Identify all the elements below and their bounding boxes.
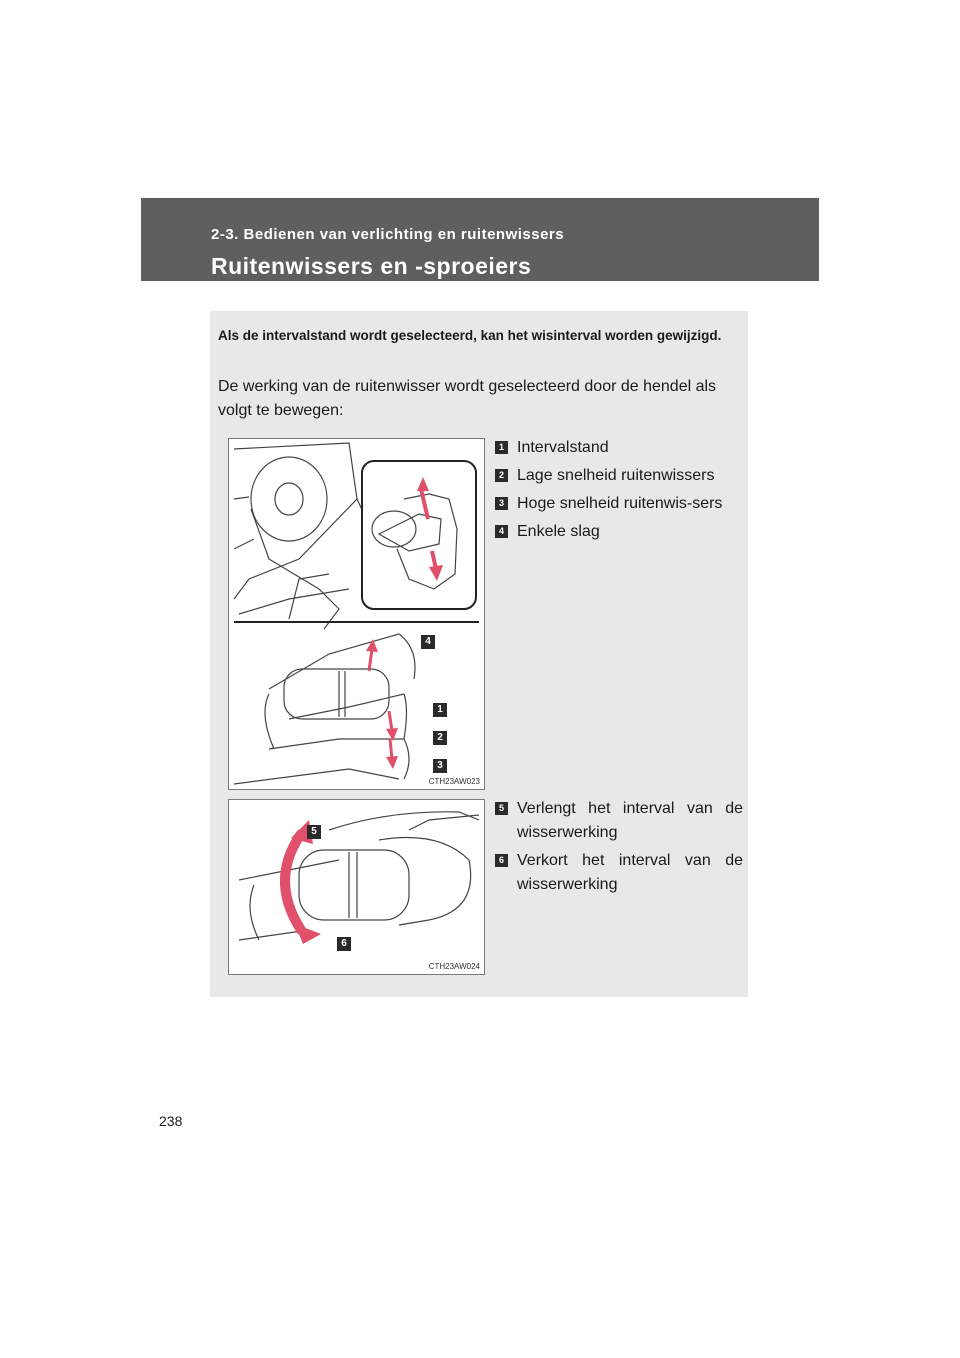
interval-ring-illustration bbox=[229, 800, 484, 974]
callout-3: 3 bbox=[433, 759, 447, 773]
intro-bold-text: Als de intervalstand wordt geselecteerd, kan het wisinterval worden gewijzigd. bbox=[218, 328, 722, 343]
legend-item bbox=[493, 797, 743, 845]
intro-text: De werking van de ruitenwisser wordt geselecteerd door de hendel als volgt te bewegen: bbox=[218, 378, 717, 419]
legend-item bbox=[493, 464, 743, 488]
legend-text: Verlengt het interval van de wisserwerking bbox=[517, 800, 743, 841]
section-label: 2-3. Bedienen van verlichting en ruitenwissers bbox=[211, 226, 565, 243]
legend-item bbox=[493, 436, 743, 460]
callout-6: 6 bbox=[337, 937, 351, 951]
legend-number-badge: 5 bbox=[495, 802, 508, 815]
figure-code: CTH23AW024 bbox=[428, 962, 480, 971]
figure-code: CTH23AW023 bbox=[428, 777, 480, 786]
callout-2: 2 bbox=[433, 731, 447, 745]
legend-text: Intervalstand bbox=[517, 439, 609, 456]
legend-number-badge: 2 bbox=[495, 469, 508, 482]
legend-text: Verkort het interval van de wisserwerking bbox=[517, 852, 743, 893]
wiper-lever-figure bbox=[228, 438, 485, 790]
content-panel bbox=[210, 311, 748, 997]
legend-item bbox=[493, 520, 743, 544]
legend-text: Hoge snelheid ruitenwis-sers bbox=[517, 495, 723, 512]
page-number: 238 bbox=[159, 1113, 183, 1129]
page-title: Ruitenwissers en -sproeiers bbox=[211, 253, 532, 279]
legend-item bbox=[493, 492, 743, 516]
interval-legend bbox=[493, 797, 743, 901]
legend-text: Enkele slag bbox=[517, 523, 600, 540]
legend-number-badge: 1 bbox=[495, 441, 508, 454]
callout-1: 1 bbox=[433, 703, 447, 717]
legend-item bbox=[493, 849, 743, 897]
lever-position-legend bbox=[493, 436, 743, 548]
legend-number-badge: 3 bbox=[495, 497, 508, 510]
section-header bbox=[141, 198, 819, 281]
callout-5: 5 bbox=[307, 825, 321, 839]
legend-number-badge: 4 bbox=[495, 525, 508, 538]
legend-number-badge: 6 bbox=[495, 854, 508, 867]
callout-4: 4 bbox=[421, 635, 435, 649]
legend-text: Lage snelheid ruitenwissers bbox=[517, 467, 715, 484]
interval-ring-figure bbox=[228, 799, 485, 975]
